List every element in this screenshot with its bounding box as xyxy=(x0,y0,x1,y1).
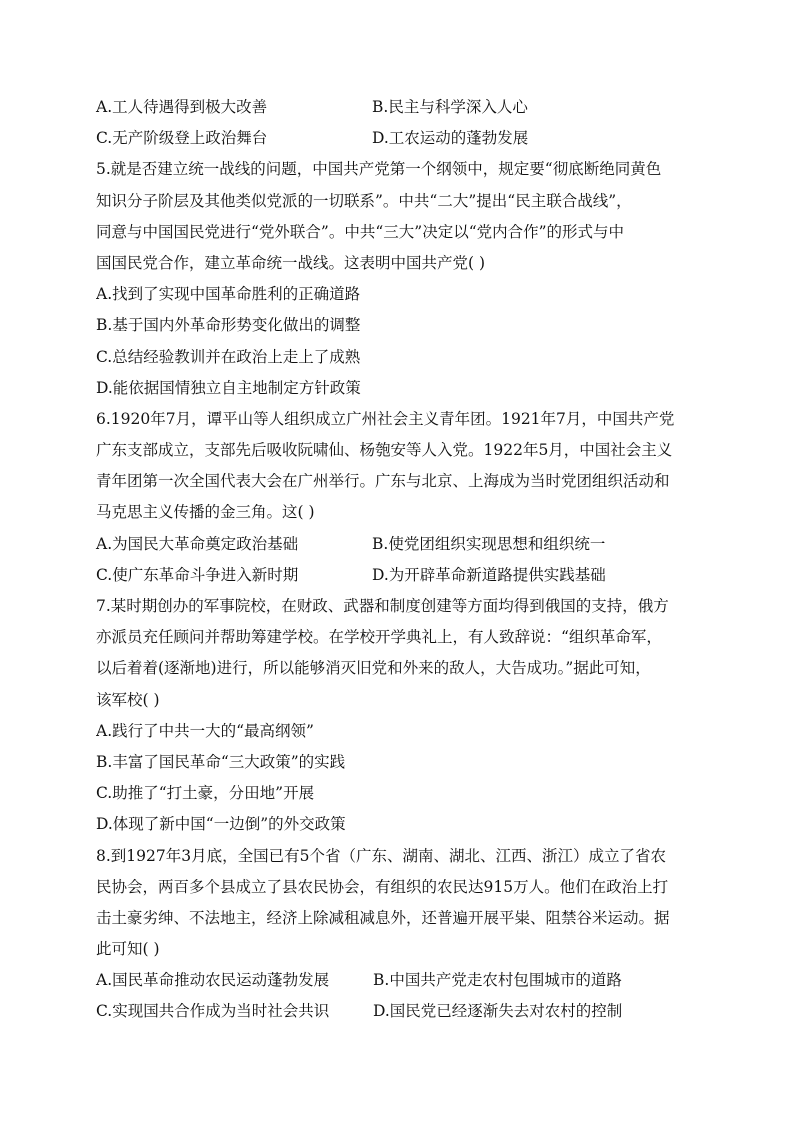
q8-option-c: C.实现国共合作成为当时社会共识 xyxy=(96,1002,330,1021)
q4-options-row-1 xyxy=(96,92,696,123)
q5-stem-line-2: 知识分子阶层及其他类似党派的一切联系”。中共“二大”提出“民主联合战线”， xyxy=(96,191,632,210)
q8-option-d: D.国民党已经逐渐失去对农村的控制 xyxy=(373,1002,623,1021)
q7-option-a: A.践行了中共一大的“最高纲领” xyxy=(96,721,314,740)
q6-stem-line-1: 6.1920年7月，谭平山等人组织成立广州社会主义青年团。1921年7月，中国共产党 xyxy=(96,409,675,428)
q6-option-b: B.使党团组织实现思想和组织统一 xyxy=(372,534,606,553)
q7-option-d: D.体现了新中国“一边倒”的外交政策 xyxy=(96,815,346,834)
q6-stem-line-3: 青年团第一次全国代表大会在广州举行。广东与北京、上海成为当时党团组织活动和 xyxy=(96,472,670,491)
q8-options-row-2 xyxy=(96,996,696,1027)
question-content xyxy=(96,92,696,1028)
q7-option-c: C.助推了“打土豪，分田地”开展 xyxy=(96,784,315,803)
q5-option-c: C.总结经验教训并在政治上走上了成熟 xyxy=(96,347,361,366)
q7-stem-line-4: 该军校( ) xyxy=(96,690,160,709)
q4-option-b: B.民主与科学深入人心 xyxy=(372,98,528,116)
q6-option-a: A.为国民大革命奠定政治基础 xyxy=(96,534,299,553)
q6-option-d: D.为开辟革命新道路提供实践基础 xyxy=(372,565,606,584)
q6-stem-line-2: 广东支部成立，支部先后吸收阮啸仙、杨匏安等人入党。1922年5月，中国社会主义 xyxy=(96,441,673,460)
q6-stem-line-4: 马克思主义传播的金三角。这( ) xyxy=(96,503,315,522)
q5-option-d: D.能依据国情独立自主地制定方针政策 xyxy=(96,378,361,397)
q4-option-a: A.工人待遇得到极大改善 xyxy=(96,98,268,116)
q5-option-b: B.基于国内外革命形势变化做出的调整 xyxy=(96,316,361,335)
q8-stem-line-2: 民协会，两百多个县成立了县农民协会，有组织的农民达915万人。他们在政治上打 xyxy=(96,877,669,896)
q7-stem-line-1: 7.某时期创办的军事院校，在财政、武器和制度创建等方面均得到俄国的支持，俄方 xyxy=(96,597,669,615)
q8-stem-line-1: 8.到1927年3月底，全国已有5个省（广东、湖南、湖北、江西、浙江）成立了省农 xyxy=(96,846,666,865)
q5-option-a: A.找到了实现中国革命胜利的正确道路 xyxy=(96,285,361,304)
q6-options-row-2 xyxy=(96,560,696,591)
q6-options-row-1 xyxy=(96,529,696,560)
q7-option-b: B.丰富了国民革命“三大政策”的实践 xyxy=(96,752,346,771)
q5-stem-line-1: 5.就是否建立统一战线的问题，中国共产党第一个纲领中，规定要“彻底断绝同黄色 xyxy=(96,160,662,179)
q8-option-b: B.中国共产党走农村包围城市的道路 xyxy=(373,971,622,990)
q8-option-a: A.国民革命推动农民运动蓬勃发展 xyxy=(96,971,330,990)
q4-option-c: C.无产阶级登上政治舞台 xyxy=(96,129,268,148)
q6-option-c: C.使广东革命斗争进入新时期 xyxy=(96,565,299,584)
q5-stem-line-4: 国国民党合作，建立革命统一战线。这表明中国共产党( ) xyxy=(96,253,486,272)
q5-stem-line-3: 同意与中国国民党进行“党外联合”。中共“三大”决定以“党内合作”的形式与中 xyxy=(96,222,625,241)
q4-options-row-2 xyxy=(96,123,696,154)
q8-stem-line-4: 此可知( ) xyxy=(96,940,160,959)
q7-stem-line-2: 亦派员充任顾问并帮助筹建学校。在学校开学典礼上，有人致辞说：“组织革命军， xyxy=(96,628,662,647)
q4-option-d: D.工农运动的蓬勃发展 xyxy=(372,129,529,148)
q7-stem-line-3: 以后着着(逐渐地)进行，所以能够消灭旧党和外来的敌人，大告成功。”据此可知， xyxy=(96,659,651,678)
q8-stem-line-3: 击土豪劣绅、不法地主，经济上除减租减息外，还普遍开展平粜、阻禁谷米运动。据 xyxy=(96,908,670,927)
q8-options-row-1 xyxy=(96,965,696,996)
